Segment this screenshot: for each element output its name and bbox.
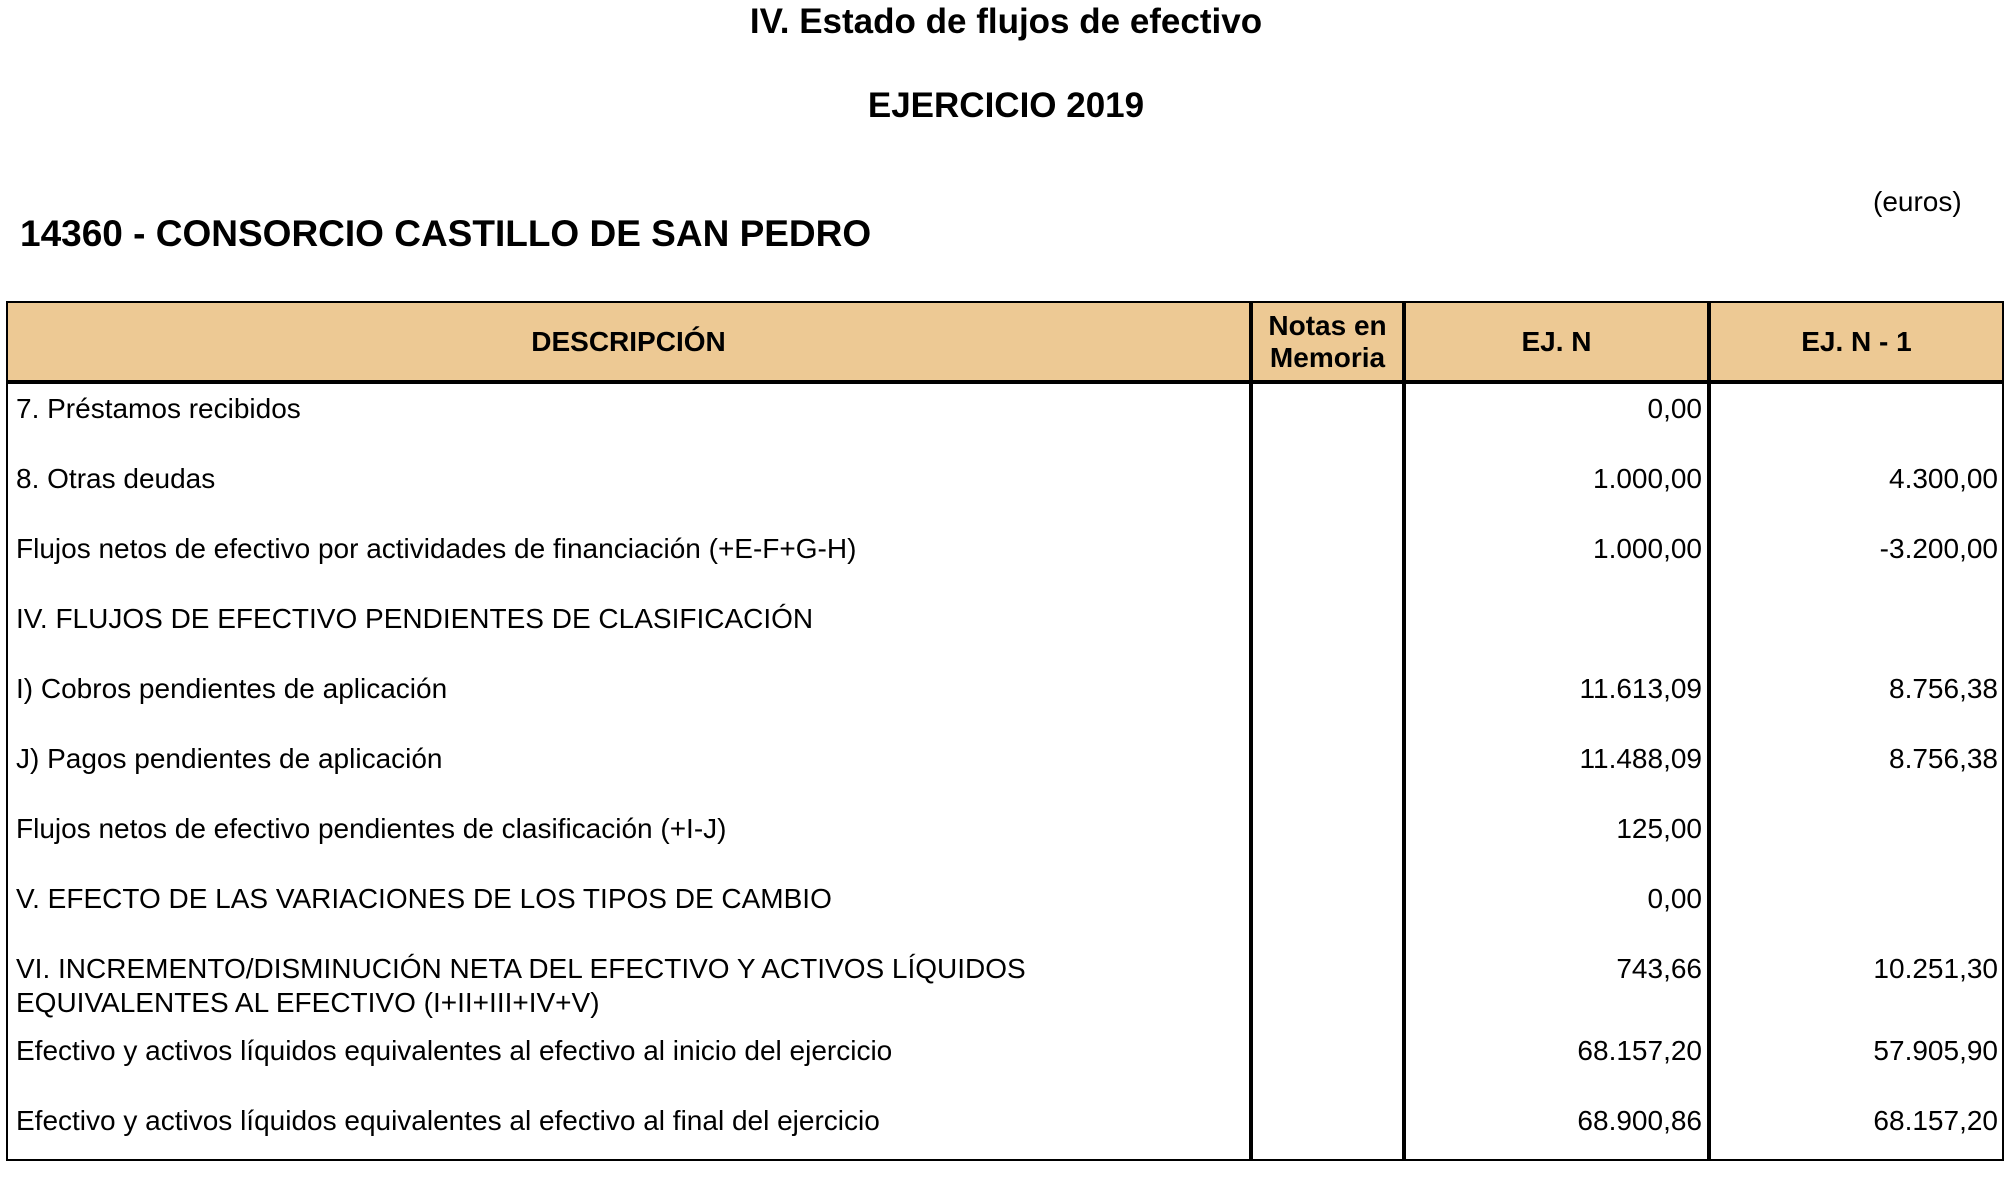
currency-units: (euros) [1873,186,1962,217]
table-row [8,384,2002,454]
row-value-year-n1: 68.157,20 [1873,1105,1998,1136]
table-row [8,454,2002,524]
table-row [8,1026,2002,1096]
table-row [8,594,2002,664]
row-value-year-n1: 57.905,90 [1873,1035,1998,1066]
table-row [8,944,2002,1026]
row-value-year-n: 125,00 [1616,813,1702,844]
row-description-line2: EQUIVALENTES AL EFECTIVO (I+II+III+IV+V) [16,987,600,1018]
row-value-year-n: 68.900,86 [1577,1105,1702,1136]
row-value-year-n: 1.000,00 [1593,463,1702,494]
row-description: I) Cobros pendientes de aplicación [16,673,448,704]
row-description: J) Pagos pendientes de aplicación [16,743,443,774]
entity-name: 14360 - CONSORCIO CASTILLO DE SAN PEDRO [20,213,872,254]
row-value-year-n: 0,00 [1647,883,1702,914]
row-description-line1: VI. INCREMENTO/DISMINUCIÓN NETA DEL EFECTIVO Y ACTIVOS LÍQUIDOS [16,953,1026,984]
row-value-year-n1: 10.251,30 [1873,953,1998,984]
row-value-year-n: 11.613,09 [1579,673,1702,704]
fiscal-year-title: EJERCICIO 2019 [867,86,1145,125]
row-value-year-n: 1.000,00 [1593,533,1702,564]
table-row [8,874,2002,944]
row-description [16,952,1236,1020]
row-description: 7. Préstamos recibidos [16,393,301,424]
row-value-year-n: 68.157,20 [1577,1035,1702,1066]
column-header-notes-line2: Memoria [1269,341,1386,373]
row-description: Efectivo y activos líquidos equivalentes al efectivo al final del ejercicio [16,1105,880,1136]
table-row [8,734,2002,804]
row-description: 8. Otras deudas [16,463,216,494]
table-header [8,303,2002,384]
column-header-year-n: EJ. N [1521,325,1592,357]
row-value-year-n1: 4.300,00 [1889,463,1998,494]
page-title: IV. Estado de flujos de efectivo [749,2,1263,41]
row-value-year-n1: 8.756,38 [1889,743,1998,774]
row-description: IV. FLUJOS DE EFECTIVO PENDIENTES DE CLASIFICACIÓN [16,603,814,634]
row-value-year-n1: 8.756,38 [1889,673,1998,704]
row-value-year-n: 743,66 [1616,953,1702,984]
row-description: V. EFECTO DE LAS VARIACIONES DE LOS TIPOS DE CAMBIO [16,883,832,914]
row-value-year-n: 0,00 [1647,393,1702,424]
column-header-description: DESCRIPCIÓN [531,325,726,357]
table-row [8,524,2002,594]
row-value-year-n1: -3.200,00 [1879,533,1998,564]
row-description: Efectivo y activos líquidos equivalentes al efectivo al inicio del ejercicio [16,1035,893,1066]
cash-flow-table [6,301,2004,1161]
row-value-year-n: 11.488,09 [1579,743,1702,774]
column-header-year-n1: EJ. N - 1 [1801,325,1912,357]
table-row [8,664,2002,734]
column-header-notes-line1: Notas en [1268,309,1387,341]
row-description: Flujos netos de efectivo pendientes de clasificación (+I-J) [16,813,727,844]
row-description: Flujos netos de efectivo por actividades de financiación (+E-F+G-H) [16,533,857,564]
column-header-notes [1253,303,1402,380]
table-row [8,804,2002,874]
table-row [8,1096,2002,1159]
